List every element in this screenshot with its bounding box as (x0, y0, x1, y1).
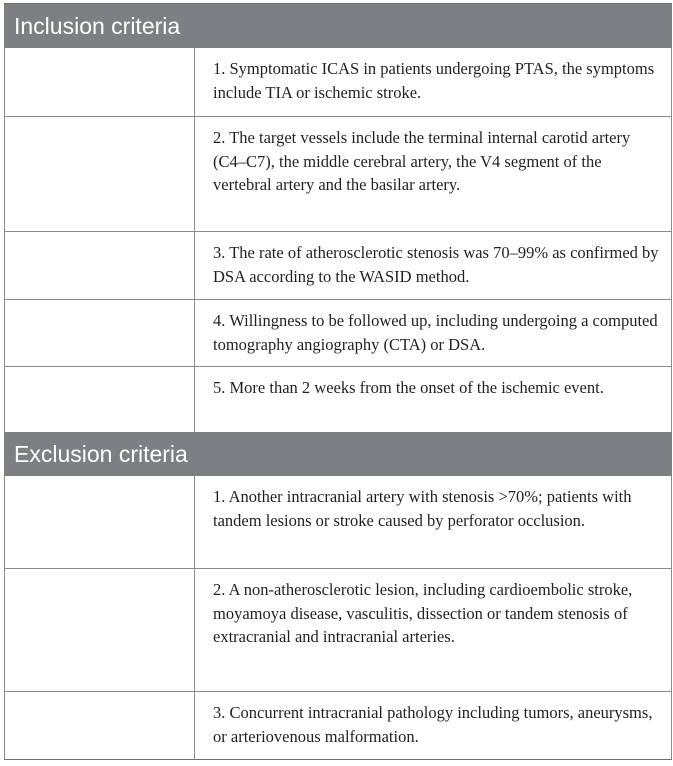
table-row (4, 48, 672, 116)
inclusion-item: 4. Willingness to be followed up, including undergoing a computed tomography angiography (CTA) or DSA. (195, 300, 672, 366)
table-row (4, 299, 672, 366)
exclusion-item: 1. Another intracranial artery with stenosis >70%; patients with tandem lesions or stroke caused by perforator occlusion. (195, 476, 672, 568)
inclusion-item: 2. The target vessels include the terminal internal carotid artery (C4–C7), the middle cerebral artery, the V4 segment of the vertebral artery and the basilar artery. (195, 117, 672, 231)
empty-cell (4, 692, 195, 759)
inclusion-item: 1. Symptomatic ICAS in patients undergoing PTAS, the symptoms include TIA or ischemic stroke. (195, 48, 672, 116)
empty-cell (4, 367, 195, 432)
table-row (4, 476, 672, 568)
table-row (4, 231, 672, 299)
empty-cell (4, 232, 195, 299)
empty-cell (4, 476, 195, 568)
table-row (4, 691, 672, 759)
inclusion-criteria-header: Inclusion criteria (4, 4, 672, 48)
empty-cell (4, 300, 195, 366)
empty-cell (4, 48, 195, 116)
criteria-table (4, 3, 672, 760)
empty-cell (4, 569, 195, 691)
table-row (4, 116, 672, 231)
inclusion-item: 5. More than 2 weeks from the onset of the ischemic event. (195, 367, 672, 432)
exclusion-item: 2. A non-atherosclerotic lesion, including cardioembolic stroke, moyamoya disease, vasculitis, dissection or tandem stenosis of extracranial and intracranial arteries. (195, 569, 672, 691)
table-row (4, 568, 672, 691)
inclusion-item: 3. The rate of atherosclerotic stenosis was 70–99% as confirmed by DSA according to the WASID method. (195, 232, 672, 299)
exclusion-item: 3. Concurrent intracranial pathology including tumors, aneurysms, or arteriovenous malformation. (195, 692, 672, 759)
exclusion-criteria-header: Exclusion criteria (4, 432, 672, 476)
table-row (4, 366, 672, 432)
empty-cell (4, 117, 195, 231)
